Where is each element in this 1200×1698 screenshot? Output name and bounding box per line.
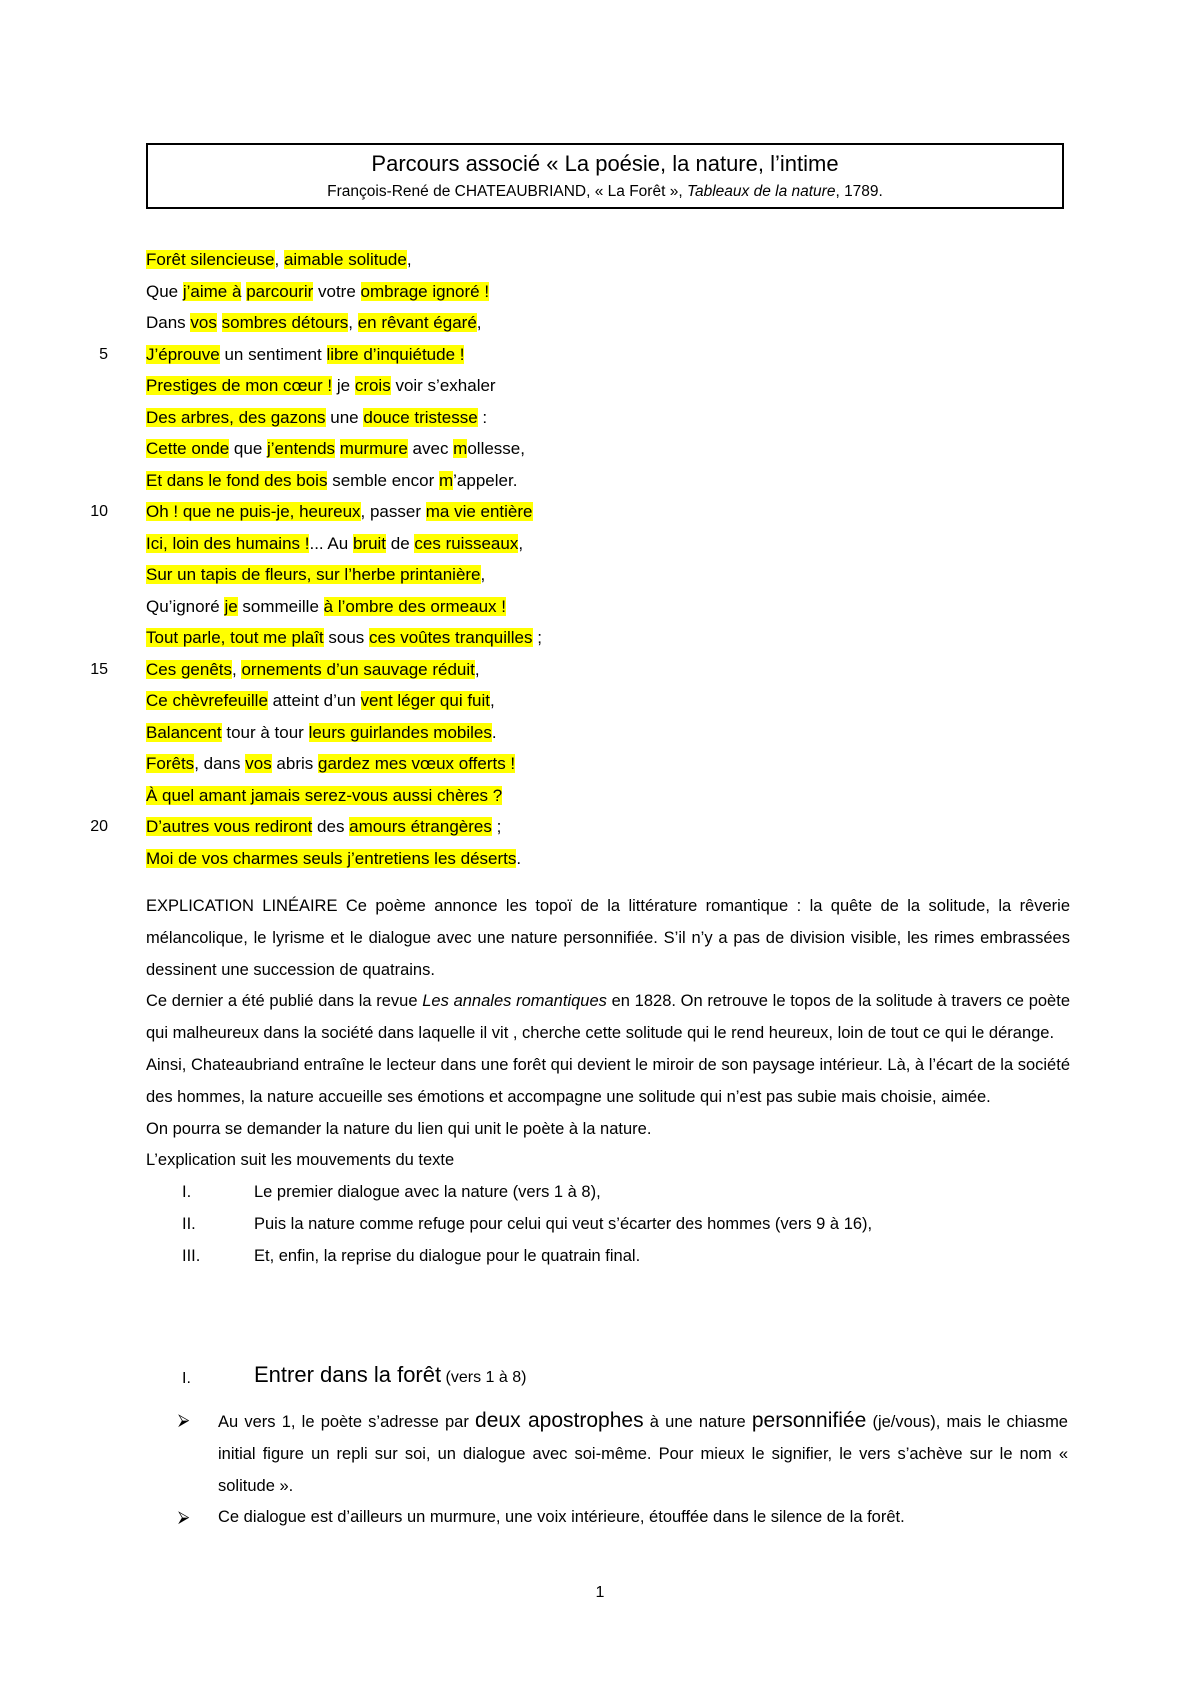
highlight: Et dans le fond des bois [146, 470, 328, 490]
page-title: Parcours associé « La poésie, la nature, l’intime [371, 151, 839, 176]
highlight: Balancent [146, 722, 222, 742]
highlight: parcourir [246, 281, 314, 301]
verse-segment: Qu’ignoré [146, 596, 225, 616]
poem-line [0, 717, 1200, 749]
verse-text [146, 559, 485, 591]
highlight: Ce chèvrefeuille [146, 691, 268, 710]
poem [0, 244, 1200, 874]
highlight: ornements d’un sauvage réduit [241, 659, 475, 679]
source-year: , 1789. [835, 183, 883, 200]
verse-segment: atteint d’un [267, 691, 361, 710]
poem-line [0, 559, 1200, 591]
verse-segment: , [406, 250, 412, 269]
verse-segment: Dans [146, 313, 191, 332]
verse-text [146, 685, 495, 717]
verse-segment: , [476, 313, 482, 332]
verse-text [146, 276, 489, 308]
verse-segment: , [490, 691, 495, 710]
highlight: douce tristesse [363, 407, 478, 427]
highlight: ces ruisseaux [414, 533, 519, 553]
highlight: j’entends [267, 439, 336, 458]
verse-text [146, 370, 496, 402]
verse-segment [217, 313, 222, 332]
poem-line [0, 465, 1200, 497]
section-bullets [178, 1405, 1068, 1534]
poem-line [0, 654, 1200, 686]
list-item: ⮚ Au vers 1, le poète s’adresse par deux apostrophes à une nature personnifiée (je/vous), mais le chiasme initial figure un repli sur soi, un dialogue avec soi-même. Pour mieux le signifier, le vers s’achève sur le nom « solitude ». [178, 1405, 1068, 1502]
poem-line [0, 685, 1200, 717]
verse-segment: ’appeler. [453, 470, 518, 490]
verse-segment: sous [323, 628, 370, 647]
highlight: sombres détours [221, 313, 349, 332]
highlight: leurs guirlandes mobiles [308, 722, 492, 742]
highlight: ombrage ignoré ! [360, 281, 490, 301]
verse-text [146, 307, 482, 339]
verse-segment: que [229, 439, 267, 458]
highlight: D’autres vous rediront [146, 817, 313, 836]
highlight: je [224, 596, 238, 616]
verse-text [146, 748, 515, 780]
highlight: crois [354, 376, 391, 395]
highlight: vos [190, 313, 217, 332]
verse-segment: ; [491, 817, 502, 836]
movements-list [146, 1177, 1070, 1272]
highlight: Oh ! que ne puis-je, heureux [146, 502, 361, 521]
verse-segment: , passer [360, 502, 426, 521]
highlight: murmure [339, 439, 408, 458]
highlight: ces voûtes tranquilles [369, 628, 533, 647]
highlight: gardez mes vœux offerts ! [318, 754, 516, 773]
verse-segment: tour à tour [221, 722, 309, 742]
poem-line [0, 748, 1200, 780]
verse-segment: des [312, 817, 350, 836]
highlight: j’aime à [182, 281, 242, 301]
list-item: III. Et, enfin, la reprise du dialogue pour le quatrain final. [182, 1246, 641, 1265]
poem-line [0, 244, 1200, 276]
highlight: Sur un tapis de fleurs, sur l’herbe printanière [146, 565, 481, 584]
section-title: Entrer dans la forêt [254, 1362, 442, 1387]
highlight: Moi de vos charmes seuls j’entretiens les déserts [146, 848, 517, 868]
list-item: ⮚ Ce dialogue est d’ailleurs un murmure, une voix intérieure, étouffée dans le silence de la forêt. [178, 1502, 1068, 1534]
poem-line [0, 591, 1200, 623]
highlight: à l’ombre des ormeaux ! [323, 596, 507, 616]
verse-segment: de [386, 533, 415, 553]
highlight: Forêts [146, 754, 195, 773]
problematique: On pourra se demander la nature du lien qui unit le poète à la nature. [146, 1119, 652, 1138]
highlight: Tout parle, tout me plaît [146, 628, 324, 647]
verse-segment: je [332, 376, 355, 395]
highlight: aimable solitude [283, 250, 407, 269]
verse-segment: , [518, 533, 524, 553]
verse-segment: semble encor [327, 470, 439, 490]
verse-segment: Que [146, 281, 183, 301]
line-number: 20 [90, 818, 108, 835]
highlight: ma vie entière [425, 502, 533, 521]
arrow-bullet-icon: ⮚ [178, 1509, 190, 1527]
highlight: Cette onde [146, 439, 230, 458]
line-number: 5 [99, 345, 108, 363]
verse-segment: une [325, 407, 364, 427]
title-box [146, 143, 1064, 209]
poem-line [0, 496, 1200, 528]
line-number: 15 [90, 660, 108, 678]
verse-text [146, 780, 502, 812]
highlight: À quel amant jamais serez-vous aussi chères ? [146, 785, 503, 805]
verse-segment: un sentiment [219, 344, 327, 364]
highlight: Ces genêts [146, 659, 232, 679]
verse-text [146, 244, 412, 276]
highlight: bruit [352, 533, 387, 553]
intro-paragraph: EXPLICATION LINÉAIRE Ce poème annonce les topoï de la littérature romantique : la quête de la solitude, la rêverie mélancolique, le lyrisme et le dialogue avec une nature personnifiée. S’il n’y a pas de division visible, les rimes embrassées dessinent une succession de quatrains. [146, 897, 1070, 979]
poem-line [0, 370, 1200, 402]
verse-text [146, 433, 525, 465]
highlight: m [453, 439, 468, 458]
verse-segment: : [477, 407, 488, 427]
section-span: (vers 1 à 8) [441, 1369, 527, 1386]
movements-intro: L’explication suit les mouvements du texte [146, 1151, 455, 1170]
verse-text [146, 528, 523, 560]
verse-text [146, 402, 487, 434]
verse-segment: ollesse, [467, 439, 525, 458]
list-item: I. Le premier dialogue avec la nature (vers 1 à 8), [182, 1183, 601, 1202]
poem-line [0, 307, 1200, 339]
poem-line [0, 528, 1200, 560]
verse-segment: abris [271, 754, 318, 773]
verse-text [146, 591, 506, 623]
verse-segment: . [516, 848, 522, 868]
arrow-bullet-icon: ⮚ [178, 1412, 190, 1429]
source-work: Tableaux de la nature [686, 183, 836, 200]
verse-segment: , [232, 659, 242, 679]
verse-segment: avec [407, 439, 454, 458]
emphasis-text: deux apostrophes [475, 1409, 644, 1432]
verse-segment: ; [532, 628, 542, 647]
poem-line [0, 276, 1200, 308]
line-number: 10 [90, 503, 108, 520]
verse-text [146, 717, 497, 749]
verse-text [146, 339, 464, 371]
poem-line [0, 433, 1200, 465]
highlight: vent léger qui fuit [360, 691, 490, 710]
highlight: en rêvant égaré [357, 313, 477, 332]
verse-segment: sommeille [237, 596, 324, 616]
highlight: Prestiges de mon cœur ! [146, 376, 333, 395]
poem-line [0, 780, 1200, 812]
highlight: amours étrangères [349, 817, 492, 836]
section-number: I. [182, 1370, 191, 1387]
highlight: libre d’inquiétude ! [326, 344, 465, 364]
highlight: Ici, loin des humains ! [146, 533, 310, 553]
highlight: J’éprouve [146, 344, 220, 364]
verse-segment: , [480, 565, 486, 584]
highlight: m [438, 470, 454, 490]
verse-segment: , [274, 250, 284, 269]
verse-segment: voir s’exhaler [390, 376, 496, 395]
verse-segment: . [491, 722, 497, 742]
verse-segment: , dans [194, 754, 246, 773]
emphasis-text: personnifiée [751, 1409, 867, 1432]
verse-segment: ... Au [309, 533, 353, 553]
poem-line [0, 402, 1200, 434]
poem-line [0, 843, 1200, 875]
verse-text [146, 654, 480, 686]
page-number: 1 [595, 1584, 605, 1601]
poem-line [0, 339, 1200, 371]
source-line [148, 182, 1062, 202]
highlight: vos [245, 754, 272, 773]
explication [146, 891, 1070, 1273]
verse-text [146, 496, 533, 528]
verse-text [146, 811, 501, 843]
verse-text [146, 622, 542, 654]
highlight: Des arbres, des gazons [146, 407, 326, 427]
theme-paragraph: Ainsi, Chateaubriand entraîne le lecteur dans une forêt qui devient le miroir de son paysage intérieur. Là, à l’écart de la société des hommes, la nature accueille ses émotions et accompagne une solitude qui n’est pas subie mais choisie, aimée. [146, 1055, 1070, 1106]
verse-segment: votre [313, 281, 361, 301]
poem-line [0, 622, 1200, 654]
journal-title: Les annales romantiques [422, 992, 607, 1011]
verse-text [146, 843, 521, 875]
verse-text [146, 465, 517, 497]
highlight: Forêt silencieuse [146, 250, 275, 269]
source-author: François-René de CHATEAUBRIAND, « La Forêt », [327, 183, 687, 200]
poem-line [0, 811, 1200, 843]
context-paragraph: Ce dernier a été publié dans la revue Les annales romantiques en 1828. On retrouve le topos de la solitude à travers ce poète qui malheureux dans la société dans laquelle il vit , cherche cette solitude qui le rend heureux, loin de tout ce qui le dérange. [146, 992, 1070, 1043]
list-item: II. Puis la nature comme refuge pour celui qui veut s’écarter des hommes (vers 9 à 16), [182, 1214, 873, 1233]
verse-segment: , [348, 313, 358, 332]
verse-segment: , [474, 659, 480, 679]
